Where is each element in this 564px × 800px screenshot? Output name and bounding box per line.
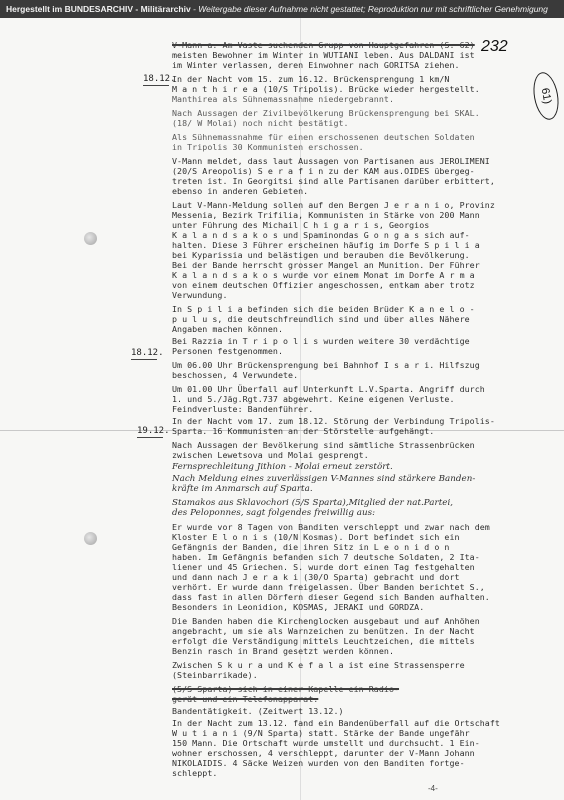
text-line: Er wurde vor 8 Tagen von Banditen verschleppt und zwar nach dem [172,522,490,532]
text-line: In S p i l i a befinden sich die beiden Brüder K a n e l o - [172,304,475,314]
text-line: unter Führung des Michail C h i g a r i s, Georgios [172,220,430,230]
text-line: zwischen Lewetsova und Molai gesprengt. [172,450,369,460]
text-line: In der Nacht vom 17. zum 18.12. Störung der Verbindung Tripolis- [172,416,495,426]
date-underline [143,85,169,86]
text-line: beschossen, 4 Verwundete. [172,370,299,380]
text-line: angebracht, um sie als Warnzeichen zu benützen. In der Nacht [172,626,475,636]
text-line: verhört. Er wurde dann freigelassen. Über Banden berichtet S., [172,582,485,592]
text-line: 1. und 5./Jäg.Rgt.737 abgewehrt. Keine eigenen Verluste. [172,394,455,404]
text-line: meisten Bewohner im Winter in WUTIANI leben. Aus DALDANI ist [172,50,475,60]
text-line: K a l a n d s a k o s und Spaminondas G o n g a s sich auf- [172,230,470,240]
text-line: (Steinbarrikade). [172,670,258,680]
text-line: erfolgt die Verständigung mittels Leuchtzeichen, die mittels [172,636,475,646]
text-line: wohner erschossen, 4 verschleppt, darunter der V-Mann Johann [172,748,475,758]
archive-header-right: - Weitergabe dieser Aufnahme nicht gestattet; Reproduktion nur mit schriftlicher Genehmigung [190,4,548,14]
text-line: Nach Meldung eines zuverlässigen V-Mannes sind stärkere Banden- [172,474,476,484]
text-line: bei Kyparissia und belästigen und berauben die Bevölkerung. [172,250,470,260]
text-line: Zwischen S k u r a und K e f a l a ist eine Strassensperre [172,660,465,670]
margin-note: 61) [530,70,562,121]
text-line: Fernsprechleitung Jithion - Molai erneut zerstört. [172,462,393,472]
text-line: ebenso in anderen Gebieten. [172,186,309,196]
text-line: W u t i a n i (9/N Sparta) statt. Stärke der Bande ungefähr [172,728,470,738]
text-line: Sparta. 16 Kommunisten an der Störstelle aufgehängt. [172,426,435,436]
text-line: halten. Diese 3 Führer erscheinen häufig im Dorfe S p i l i a [172,240,480,250]
text-line: Als Sühnemassnahme für einen erschossenen deutschen Soldaten [172,132,475,142]
text-line: Manthirea als Sühnemassnahme niedergebrannt. [172,94,394,104]
text-line: dass fast in allen Dörfern dieser Gegend sich Banden aufhalten. [172,592,490,602]
text-line: im Winter verlassen, deren Einwohner nach GORITSA ziehen. [172,60,460,70]
text-line: Um 06.00 Uhr Brückensprengung bei Bahnhof I s a r i. Hilfszug [172,360,480,370]
text-line: Gefängnis der Banden, die ihren Sitz in L e o n i d o n [172,542,450,552]
text-line: Messenia, Bezirk Trifilia, Kommunisten in Stärke von 200 Mann [172,210,480,220]
text-line: gerät und ein Telefonapparat. [172,694,319,704]
text-line: treten ist. In Georgitsi sind alle Partisanen darüber erbittert, [172,176,495,186]
text-line: des Peloponnes, sagt folgendes freiwillig aus: [172,508,376,518]
text-line: Nach Aussagen der Bevölkerung sind sämtliche Strassenbrücken [172,440,475,450]
date-marker: 18.12. [143,74,176,84]
date-underline [131,359,157,360]
text-line: In der Nacht zum 13.12. fand ein Bandenüberfall auf die Ortschaft [172,718,500,728]
text-line: Besonders in Leonidion, KOSMAS, JERAKI und GORDZA. [172,602,425,612]
text-line: von einem deutschen Offizier angeschossen, entkam aber trotz [172,280,475,290]
text-line: (18/ W Molai) noch nicht bestätigt. [172,118,349,128]
text-line: kräfte im Anmarsch auf Sparta. [172,484,313,494]
text-line: Die Banden haben die Kirchenglocken ausgebaut und auf Anhöhen [172,616,480,626]
text-line: schleppt. [172,768,218,778]
text-line: Personen festgenommen. [172,346,283,356]
date-marker: 19.12. [137,426,170,436]
page-footer-mark: -4- [428,784,438,793]
text-line: Bei der Bande herrscht grosser Mangel an Munition. Der Führer [172,260,480,270]
text-line: Kloster E l o n i s (10/N Kosmas). Dort befindet sich ein [172,532,460,542]
date-underline [137,437,163,438]
text-line: In der Nacht vom 15. zum 16.12. Brückensprengung 1 km/N [172,74,450,84]
text-line: (20/S Areopolis) S e r a f i n zu der KAM aus.OIDES übergeg- [172,166,475,176]
text-line: haben. Im Gefängnis befanden sich 7 deutsche Soldaten, 2 Ita- [172,552,480,562]
text-line: Um 01.00 Uhr Überfall auf Unterkunft L.V.Sparta. Angriff durch [172,384,485,394]
text-line: NIKOLAIDIS. 4 Säcke Weizen wurden von den Banditen fortge- [172,758,465,768]
text-line: und dann nach J e r a k i (30/O Sparta) gebracht und dort [172,572,460,582]
text-line: p u l u s, die deutschfreundlich sind und über alles Nähere [172,314,470,324]
text-line: Angaben machen können. [172,324,283,334]
text-line: M a n t h i r e a (10/S Tripolis). Brücke wieder hergestellt. [172,84,480,94]
text-line: Laut V-Mann-Meldung sollen auf den Bergen J e r a n i o, Provinz [172,200,495,210]
text-line: liener und 45 Griechen. S. wurde dort einen Tag festgehalten [172,562,475,572]
archive-header-left: Hergestellt im BUNDESARCHIV - Militärarchiv [6,4,191,14]
text-line: (5/S Sparta) sich in einer Kapelle ein Radio- [172,684,400,694]
text-line: Stamakos aus Sklavochori (5/S Sparta),Mitglied der nat.Partei, [172,498,454,508]
archive-header [0,0,564,18]
text-line: V-Mann a. Am Vaste suchenden Grupp von Hauptgefahren (S. 62) [172,40,475,50]
text-line: Nach Aussagen der Zivilbevölkerung Brückensprengung bei SKAL. [172,108,480,118]
text-line: K a l a n d s a k o s wurde vor einem Monat im Dorfe A r m a [172,270,475,280]
date-marker: 18.12. [131,348,164,358]
text-line: Benzin rasch in Brand gesetzt werden können. [172,646,394,656]
text-line: Feindverluste: Bandenführer. [172,404,314,414]
punch-hole-lower [84,532,97,545]
text-line: in Tripolis 30 Kommunisten erschossen. [172,142,364,152]
punch-hole-upper [84,232,97,245]
text-line: Bandentätigkeit. (Zeitwert 13.12.) [172,706,344,716]
text-line: Bei Razzia in T r i p o l i s wurden weitere 30 verdächtige [172,336,470,346]
text-line: Verwundung. [172,290,228,300]
handwritten-page-number: 232 [481,38,508,55]
text-line: 150 Mann. Die Ortschaft wurde umstellt und durchsucht. 1 Ein- [172,738,480,748]
text-line: V-Mann meldet, dass laut Aussagen von Partisanen aus JEROLIMENI [172,156,490,166]
